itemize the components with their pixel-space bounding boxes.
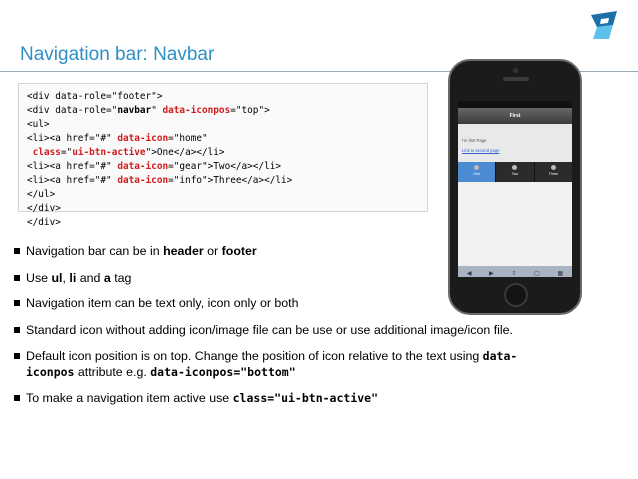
- code-text: ">One</a></li>: [145, 147, 225, 158]
- navbar-item-two[interactable]: [496, 162, 534, 182]
- navbar-item-label: Three: [548, 172, 559, 176]
- bullet-item: [14, 271, 131, 285]
- bullet-text: tag: [110, 271, 132, 285]
- share-icon[interactable]: ⇧: [511, 271, 517, 277]
- navbar-item-one[interactable]: [458, 162, 496, 182]
- bullet-icon: [14, 327, 20, 333]
- home-icon: [474, 165, 479, 170]
- code-text: =": [60, 147, 73, 158]
- phone-page-link[interactable]: Link to second page: [462, 148, 500, 153]
- code-example-block: [18, 83, 428, 228]
- bullet-text: Navigation item can be text only, icon only or both: [26, 296, 299, 310]
- info-icon: [551, 165, 556, 170]
- bullet-code: data-: [482, 349, 518, 363]
- bullet-text: or: [203, 244, 222, 258]
- bullet-text: Navigation bar can be in: [26, 244, 164, 258]
- bullet-text: Use: [26, 271, 52, 285]
- code-line: <ul>: [27, 119, 50, 130]
- code-text: ="info">Three</a></li>: [168, 175, 293, 186]
- code-line: <li><a href="#": [27, 161, 118, 172]
- phone-mockup: [448, 59, 582, 315]
- gear-icon: [512, 165, 517, 170]
- phone-page-text: I'm first Page: [462, 138, 487, 143]
- forward-arrow-icon[interactable]: ▶: [489, 271, 494, 277]
- home-button[interactable]: [504, 283, 528, 307]
- bullet-icon: [14, 300, 20, 306]
- bullet-item: [14, 349, 517, 363]
- code-text: ="home": [168, 133, 208, 144]
- bullet-bold: li: [69, 271, 77, 285]
- bullet-text: Default icon position is on top. Change the position of icon relative to the text using: [26, 349, 483, 363]
- code-keyword: data-iconpos: [162, 105, 231, 116]
- phone-screen: [458, 101, 572, 277]
- bullet-item: [14, 296, 299, 310]
- code-text: ": [151, 105, 163, 116]
- bullet-bold: ul: [51, 271, 63, 285]
- code-line: </ul>: [27, 189, 56, 200]
- code-line: <div data-role=": [27, 105, 118, 116]
- back-arrow-icon[interactable]: ◀: [466, 271, 472, 277]
- code-line: </div>: [27, 203, 61, 214]
- phone-header-title: First: [458, 108, 572, 124]
- code-line: <li><a href="#": [27, 175, 118, 186]
- company-logo-icon: [587, 7, 623, 43]
- phone-page-content: [458, 124, 572, 162]
- navbar-item-label: Two: [511, 172, 519, 176]
- code-text: ="gear">Two</a></li>: [168, 161, 282, 172]
- bullet-text: To make a navigation item active use: [26, 391, 233, 405]
- bullet-bold: footer: [221, 244, 257, 258]
- navbar-item-label: One: [473, 172, 481, 176]
- bullet-icon: [14, 353, 20, 359]
- code-line: <div data-role="footer">: [27, 91, 163, 102]
- bullet-icon: [14, 395, 20, 401]
- bullet-text: ,: [62, 271, 70, 285]
- bullet-icon: [14, 248, 20, 254]
- bullet-code: iconpos: [26, 365, 75, 379]
- bullet-icon: [14, 275, 20, 281]
- bookmarks-icon[interactable]: ▢: [534, 271, 540, 277]
- bullet-code: class="ui-btn-active": [232, 391, 379, 405]
- code-line: </div>: [27, 217, 61, 228]
- code-keyword: class: [32, 147, 61, 158]
- slide-title: Navigation bar: Navbar: [20, 44, 215, 65]
- bullet-item: [14, 391, 378, 405]
- speaker-icon: [503, 77, 529, 81]
- code-keyword: data-icon: [117, 161, 169, 172]
- phone-navbar: [458, 162, 572, 182]
- bullet-text: and: [76, 271, 104, 285]
- code-line: <li><a href="#": [27, 133, 118, 144]
- bullet-text: Standard icon without adding icon/image file can be use or use additional image/icon file.: [26, 323, 513, 337]
- bullet-item: [14, 323, 513, 337]
- bullet-text: attribute e.g.: [74, 365, 151, 379]
- code-keyword: data-icon: [117, 133, 169, 144]
- bullet-bold: a: [103, 271, 111, 285]
- browser-toolbar: [458, 266, 572, 277]
- bullet-bold: header: [163, 244, 204, 258]
- code-keyword: ui-btn-active: [72, 147, 146, 158]
- tabs-icon[interactable]: ▦: [557, 271, 564, 277]
- navbar-item-three[interactable]: [535, 162, 572, 182]
- bullet-item: [14, 244, 257, 258]
- phone-blank-area: [458, 182, 572, 266]
- bullet-code: data-iconpos="bottom": [150, 365, 296, 379]
- code-value: navbar: [117, 105, 152, 116]
- bullet-continuation: [26, 365, 296, 379]
- code-keyword: data-icon: [117, 175, 169, 186]
- status-bar: [458, 101, 572, 108]
- code-text: ="top">: [230, 105, 270, 116]
- camera-icon: [513, 68, 518, 73]
